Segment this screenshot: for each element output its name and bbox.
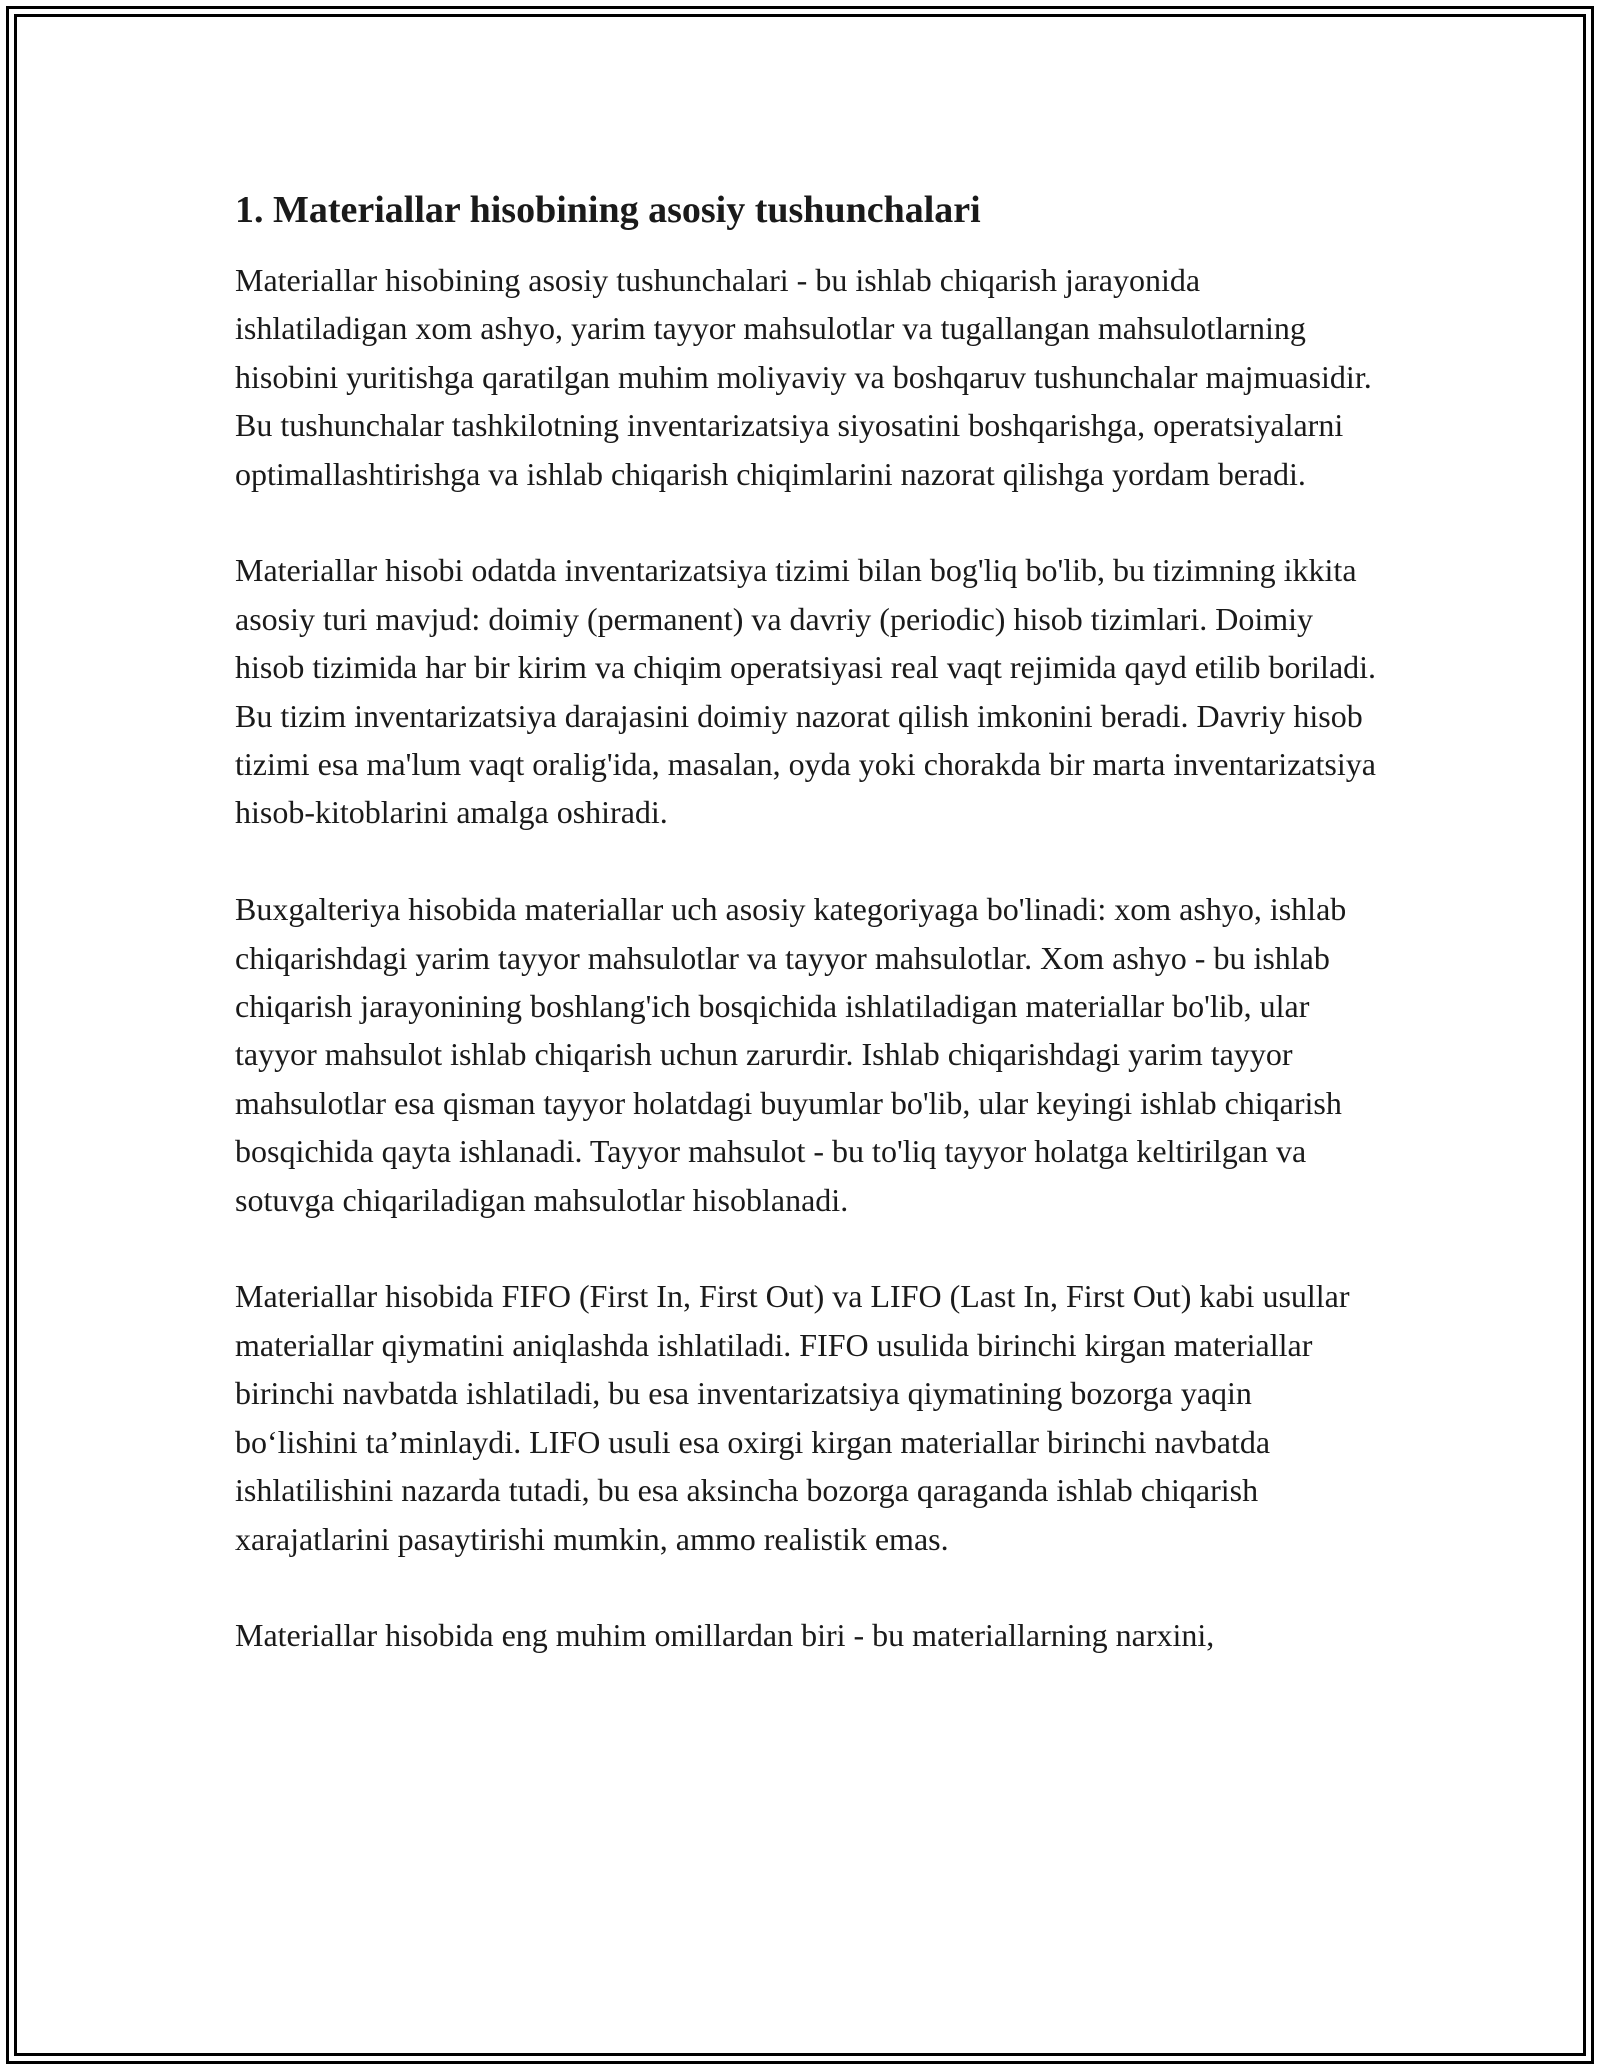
- paragraph-3: Buxgalteriya hisobida materiallar uch asosiy kategoriyaga bo'linadi: xom ashyo, ishlab chiqarishdagi yarim tayyor mahsulotlar va tayyor mahsulotlar. Xom ashyo - bu ishlab chiqarish jarayonining boshlang'ich bosqichida ishlatiladigan materiallar bo'lib, ular tayyor mahsulot ishlab chiqarish uchun zarurdir. Ishlab chiqarishdagi yarim tayyor mahsulotlar esa qisman tayyor holatdagi buyumlar bo'lib, ular keyingi ishlab chiqarish bosqichida qayta ishlanadi. Tayyor mahsulot - bu to'liq tayyor holatga keltirilgan va sotuvga chiqariladigan mahsulotlar hisoblanadi.: [235, 891, 1347, 1218]
- paragraph-1: Materiallar hisobining asosiy tushunchalari - bu ishlab chiqarish jarayonida ishlatiladigan xom ashyo, yarim tayyor mahsulotlar va tugallangan mahsulotlarning hisobini yuritishga qaratilgan muhim moliyaviy va boshqaruv tushunchalar majmuasidir. Bu tushunchalar tashkilotning inventarizatsiya siyosatini boshqarishga, operatsiyalarni optimallashtirishga va ishlab chiqarish chiqimlarini nazorat qilishga yordam beradi.: [235, 262, 1372, 492]
- paragraph-5: Materiallar hisobida eng muhim omillardan biri - bu materiallarning narxini,: [235, 1617, 1215, 1654]
- paragraph-2: Materiallar hisobi odatda inventarizatsiya tizimi bilan bog'liq bo'lib, bu tizimning ikkita asosiy turi mavjud: doimiy (permanent) va davriy (periodic) hisob tizimlari. Doimiy hisob tizimida har bir kirim va chiqim operatsiyasi real vaqt rejimida qayd etilib boriladi. Bu tizim inventarizatsiya darajasini doimiy nazorat qilish imkonini beradi. Davriy hisob tizimi esa ma'lum vaqt oralig'ida, masalan, oyda yoki chorakda bir marta inventarizatsiya hisob-kitoblarini amalga oshiradi.: [235, 552, 1377, 831]
- section-heading: 1. Materiallar hisobining asosiy tushunchalari: [235, 189, 981, 231]
- document-body: [235, 186, 1380, 1708]
- paragraph-4: Materiallar hisobida FIFO (First In, First Out) va LIFO (Last In, First Out) kabi usullar materiallar qiymatini aniqlashda ishlatiladi. FIFO usulida birinchi kirgan materiallar birinchi navbatda ishlatiladi, bu esa inventarizatsiya qiymatining bozorga yaqin bo‘lishini ta’minlaydi. LIFO usuli esa oxirgi kirgan materiallar birinchi navbatda ishlatilishini nazarda tutadi, bu esa aksincha bozorga qaraganda ishlab chiqarish xarajatlarini pasaytirishi mumkin, ammo realistik emas.: [235, 1278, 1350, 1557]
